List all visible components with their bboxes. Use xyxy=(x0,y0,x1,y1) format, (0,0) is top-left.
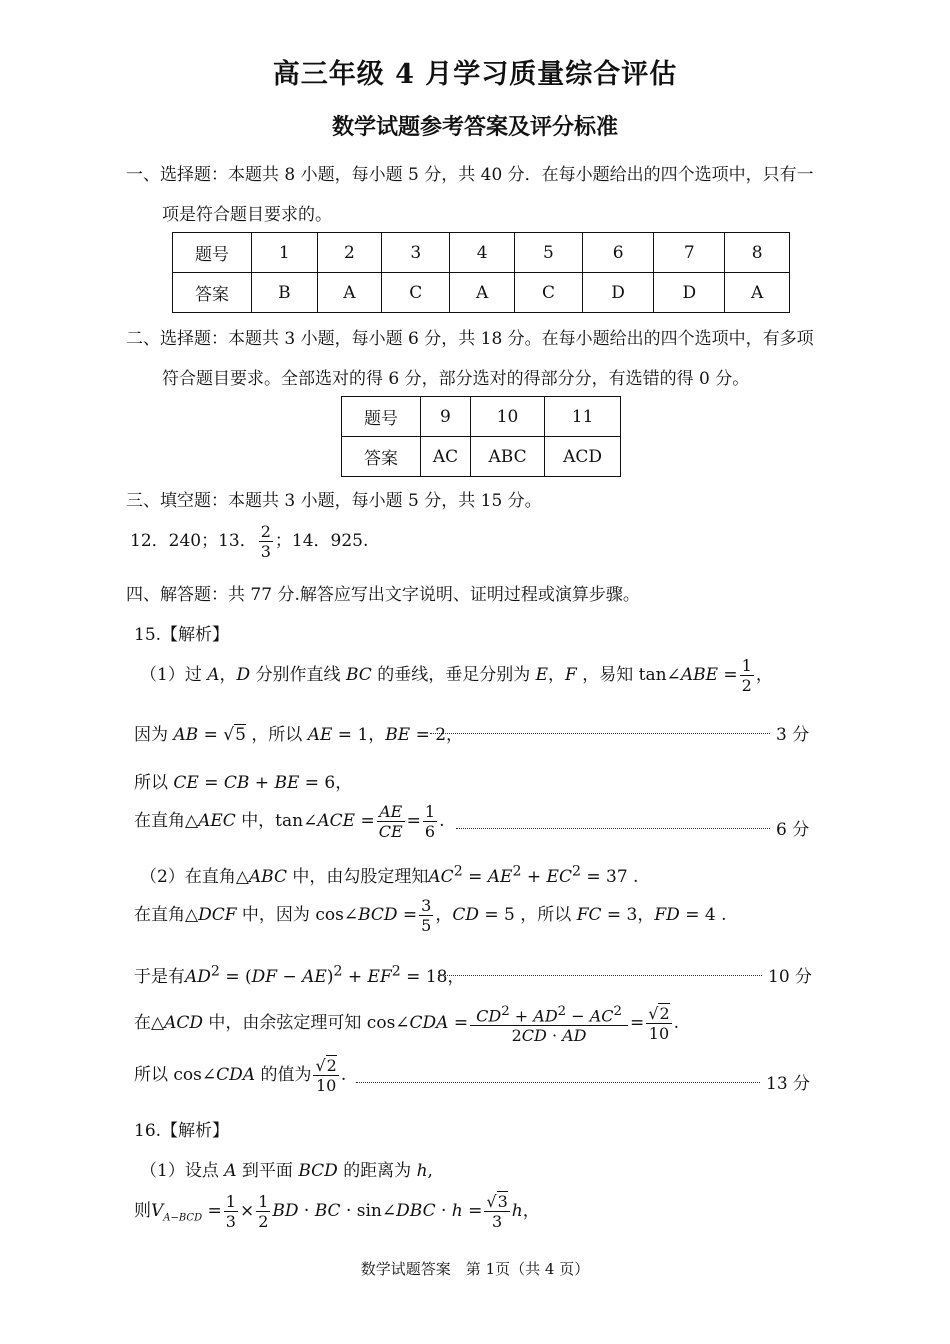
q16-line2: 则$V_{A-BCD}$ = $\frac{1}{3}$ × $\frac{1}{2}$ BD · BC · sin∠DBC · h = $\frac{√3}{3}$ h， xyxy=(134,1192,540,1231)
answer-cell: D xyxy=(583,273,654,313)
fraction: $\frac{3}{5}$ xyxy=(421,896,432,935)
q15-line6: 在直角△DCF 中，因为 cos∠BCD = $\frac{3}{5}$ ，CD = 5 ，所以 FC = 3，FD = 4 . xyxy=(134,896,727,935)
fraction: $\frac{√3}{3}$ xyxy=(486,1192,508,1231)
q15-heading: 15.【解析】 xyxy=(134,625,230,645)
q15-line2: 因为 AB = √5 ，所以 AE = 1，BE = 2， xyxy=(134,725,464,745)
answer-cell: AC xyxy=(421,437,471,477)
question-cell: 2 xyxy=(317,233,382,273)
dotted-leader xyxy=(356,1082,760,1083)
score-label: 3 分 xyxy=(776,725,810,745)
section2-answer-table xyxy=(341,396,621,477)
dotted-leader xyxy=(438,975,762,976)
score-label: 6 分 xyxy=(776,820,810,840)
q15-line4: 在直角△AEC 中，tan∠ACE = $\frac{AE}{CE}$ = $\frac{1}{6}$ . xyxy=(134,802,445,841)
fraction: $\frac{AE}{CE}$ xyxy=(378,802,403,841)
q15-line8: 在△ACD 中，由余弦定理可知 cos∠CDA = $\frac{CD^2 + AD^2 - AC^2}{2CD \cdot AD}$ = $\frac{√2}{10}$ . xyxy=(134,1004,680,1046)
q16-line1: （1）设点 A 到平面 BCD 的距离为 h, xyxy=(140,1161,433,1181)
q15-line3: 所以 CE = CB + BE = 6， xyxy=(134,773,353,793)
question-cell: 5 xyxy=(514,233,582,273)
question-cell: 1 xyxy=(252,233,318,273)
section1-intro-line1: 一、选择题：本题共 8 小题，每小题 5 分，共 40 分．在每小题给出的四个选项中，只有一 xyxy=(126,165,814,185)
answer-cell: C xyxy=(382,273,450,313)
fraction: $\frac{√2}{10}$ xyxy=(648,1004,670,1044)
table-header-cell: 题号 xyxy=(173,233,252,273)
question-cell: 9 xyxy=(421,397,471,437)
section2-intro-line1: 二、选择题：本题共 3 小题，每小题 6 分，共 18 分。在每小题给出的四个选项中，有多项 xyxy=(126,329,814,349)
page-title: 高三年级 4 月学习质量综合评估 xyxy=(272,59,678,90)
page-footer: 数学试题答案 第 1页（共 4 页） xyxy=(360,1260,590,1278)
question-cell: 10 xyxy=(470,397,544,437)
table-header-cell: 题号 xyxy=(342,397,421,437)
fraction: $\frac{1}{6}$ xyxy=(424,802,436,841)
score-label: 10 分 xyxy=(768,967,813,987)
fraction: $\frac{1}{2}$ xyxy=(258,1192,269,1231)
question-cell: 4 xyxy=(450,233,515,273)
answer-cell: A xyxy=(450,273,515,313)
question-cell: 11 xyxy=(545,397,621,437)
page-subtitle: 数学试题参考答案及评分标准 xyxy=(331,114,618,140)
answer-cell: ABC xyxy=(470,437,544,477)
dotted-leader xyxy=(456,828,770,829)
section1-intro-line2: 项是符合题目要求的。 xyxy=(162,205,332,225)
question-cell: 6 xyxy=(583,233,654,273)
fraction: $\frac{√2}{10}$ xyxy=(315,1056,337,1095)
section3-intro: 三、填空题：本题共 3 小题，每小题 5 分，共 15 分。 xyxy=(126,491,542,511)
section4-intro: 四、解答题：共 77 分.解答应写出文字说明、证明过程或演算步骤。 xyxy=(126,585,640,605)
section1-answer-table xyxy=(172,232,790,313)
fill-answer-12: 12．240；13． xyxy=(130,531,257,551)
fraction: $\frac{1}{3}$ xyxy=(225,1192,236,1231)
answer-cell: D xyxy=(654,273,725,313)
score-label: 13 分 xyxy=(766,1074,811,1094)
fraction: $\frac{CD^2 + AD^2 - AC^2}{2CD \cdot AD}$ xyxy=(470,1002,628,1045)
dotted-leader xyxy=(430,733,770,734)
answer-cell: B xyxy=(252,273,318,313)
q16-heading: 16.【解析】 xyxy=(134,1121,230,1141)
answer-cell: A xyxy=(725,273,790,313)
q15-line1: （1）过 A，D 分别作直线 BC 的垂线，垂足分别为 E，F ，易知 tan∠ABE = $\frac{1}{2}$ ， xyxy=(140,656,773,695)
question-cell: 7 xyxy=(654,233,725,273)
fraction: $\frac{1}{2}$ xyxy=(741,656,752,695)
answer-cell: C xyxy=(514,273,582,313)
fill-answer-14: ；14．925. xyxy=(274,531,369,551)
table-header-cell: 答案 xyxy=(342,437,421,477)
fraction: $\frac{2}{3}$ xyxy=(260,522,271,561)
question-cell: 8 xyxy=(725,233,790,273)
question-cell: 3 xyxy=(382,233,450,273)
table-header-cell: 答案 xyxy=(173,273,252,313)
q15-line9: 所以 cos∠CDA 的值为 $\frac{√2}{10}$ . xyxy=(134,1056,347,1095)
section3-answers xyxy=(130,522,368,561)
answer-cell: A xyxy=(317,273,382,313)
q15-line5: （2）在直角△ABC 中，由勾股定理知$AC^2 = AE^2 + EC^2 = 37$ . xyxy=(140,863,639,887)
section2-intro-line2: 符合题目要求。全部选对的得 6 分，部分选对的得部分分，有选错的得 0 分。 xyxy=(162,369,750,389)
q15-line7: 于是有$AD^2 = (DF - AE)^2 + EF^2 = 18$， xyxy=(134,963,465,987)
answer-cell: ACD xyxy=(545,437,621,477)
